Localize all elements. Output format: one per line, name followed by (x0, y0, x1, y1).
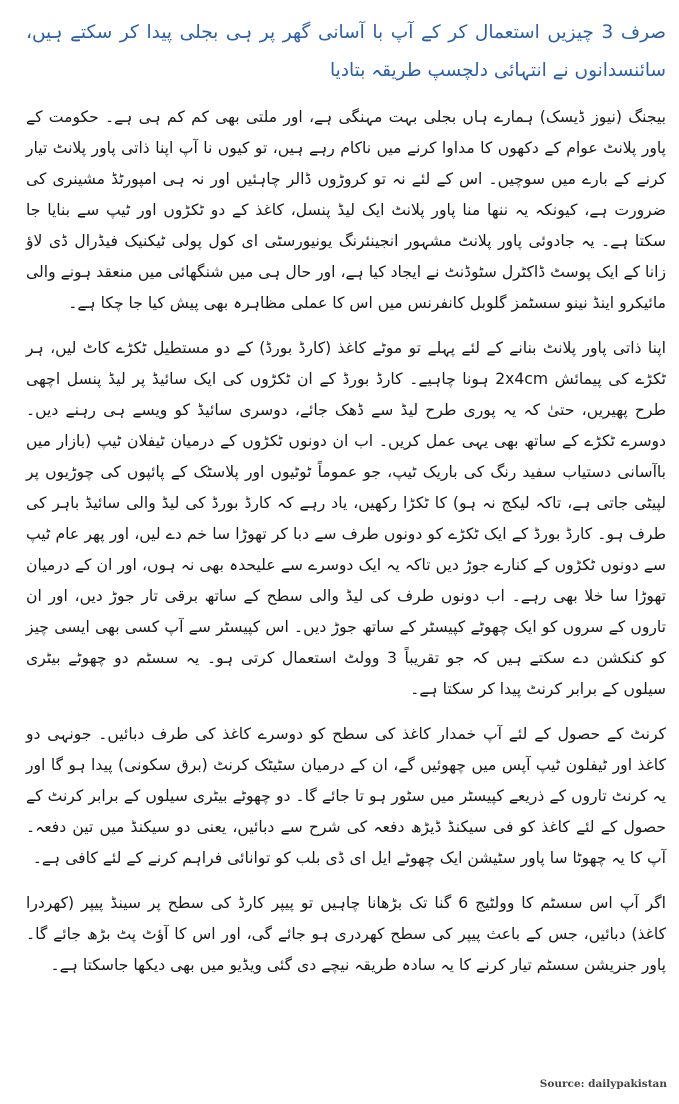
article-headline: صرف 3 چیزیں استعمال کر کے آپ با آسانی گھر پر ہی بجلی پیدا کر سکتے ہیں، سائنسدانوں نے انتہائی دلچسپ طریقہ بتادیا (26, 22, 666, 81)
article-paragraph: اگر آپ اس سسٹم کا وولٹیج 6 گنا تک بڑھانا چاہیں تو پیپر کارڈ کی سطح پر سینڈ پیپر (کھردرا کاغذ) دبائیں، جس کے باعث پیپر کی سطح کھردری ہو جائے گی، اور اس کا آؤٹ پٹ بڑھ جائے گا۔ پاور جنریشن سسٹم تیار کرنے کا یہ سادہ طریقہ نیچے دی گئی ویڈیو میں بھی دیکھا جاسکتا ہے۔ (26, 894, 666, 974)
article-paragraph: بیجنگ (نیوز ڈیسک) ہمارے ہاں بجلی بہت مہنگی ہے، اور ملتی بھی کم کم ہی ہے۔ حکومت کے پاور پلانٹ عوام کے دکھوں کا مداوا کرنے میں ناکام رہے ہیں، تو کیوں نا آپ اپنا ذاتی پاور پلانٹ تیار کرنے کے بارے میں سوچیں۔ اس کے لئے نہ تو کروڑوں ڈالر چاہئیں اور نہ ہی امپورٹڈ مشینری کی ضرورت ہے، کیونکہ یہ ننھا منا پاور پلانٹ ایک لیڈ پنسل، کاغذ کے دو ٹکڑوں اور ٹیپ سے بنایا جا سکتا ہے۔ یہ جادوئی پاور پلانٹ مشہور انجینئرنگ یونیورسٹی ای کول پولی ٹیکنیک فیڈرال ڈی لاؤ زانا کے ایک پوسٹ ڈاکٹرل سٹوڈنٹ نے ایجاد کیا ہے، اور حال ہی میں شنگھائی میں منعقد ہونے والی مائیکرو اینڈ نینو سسٹمز گلوبل کانفرنس میں اس کا عملی مظاہرہ بھی پیش کیا جا چکا ہے۔ (26, 108, 666, 312)
article-body (26, 14, 666, 995)
source-credit: Source: dailypakistan (539, 1078, 667, 1090)
article-paragraph: کرنٹ کے حصول کے لئے آپ خمدار کاغذ کی سطح کو دوسرے کاغذ کی طرف دبائیں۔ جونہی دو کاغذ اور ٹیفلون ٹیپ آپس میں چھوئیں گے، ان کے درمیان سٹیٹک کرنٹ (برق سکونی) پیدا ہو گا اور یہ کرنٹ تاروں کے ذریعے کپیسٹر میں سٹور ہو تا جائے گا۔ دو چھوٹے بیٹری سیلوں کے برابر کرنٹ کے حصول کے لئے کاغذ کو فی سیکنڈ ڈیڑھ دفعہ کی شرح سے دبائیں، یعنی دو سیکنڈ میں تین دفعہ۔ آپ کا یہ چھوٹا سا پاور سٹیشن ایک چھوٹے ایل ای ڈی بلب کو توانائی فراہم کرنے کے لئے کافی ہے۔ (26, 725, 666, 867)
article-paragraph: اپنا ذاتی پاور پلانٹ بنانے کے لئے پہلے تو موٹے کاغذ (کارڈ بورڈ) کے دو مستطیل ٹکڑے کاٹ لیں، ہر ٹکڑے کی پیمائش 2x4cm ہونا چاہیے۔ کارڈ بورڈ کے ان ٹکڑوں کی ایک سائیڈ پر لیڈ پنسل اچھی طرح پھیریں، حتیٰ کہ یہ پوری طرح لیڈ سے ڈھک جائے، دوسری سائیڈ کو ویسے ہی رہنے دیں۔ دوسرے ٹکڑے کے ساتھ بھی یہی عمل کریں۔ اب ان دونوں ٹکڑوں کے درمیان ٹیفلان ٹیپ (بازار میں باآسانی دستیاب سفید رنگ کی باریک ٹیپ، جو عموماً ٹوٹیوں اور پلاسٹک کے پائپوں کی چوڑیوں پر لپیٹی جاتی ہے، تاکہ لیکج نہ ہو) کا ٹکڑا رکھیں، یاد رہے کہ کارڈ بورڈ کی لیڈ والی سائیڈ باہر کی طرف ہو۔ کارڈ بورڈ کے ایک ٹکڑے کو دونوں طرف سے دبا کر تھوڑا سا خم دے لیں، اور پھر عام ٹیپ سے دونوں ٹکڑوں کے کنارے جوڑ دیں تاکہ یہ ایک دوسرے سے علیحدہ بھی نہ ہوں، اور ان کے درمیان تھوڑا سا خلا بھی رہے۔ اب دونوں طرف کی لیڈ والی سطح کے ساتھ برقی تار جوڑ دیں، اور ان تاروں کے سروں کو ایک چھوٹے کپیسٹر کے ساتھ جوڑ دیں۔ اس کپیسٹر سے آپ کسی بھی ایسی چیز کو کنکشن دے سکتے ہیں کہ جو تقریباً 3 وولٹ استعمال کرتی ہو۔ یہ سسٹم دو چھوٹے بیٹری سیلوں کے برابر کرنٹ پیدا کر سکتا ہے۔ (26, 339, 666, 698)
